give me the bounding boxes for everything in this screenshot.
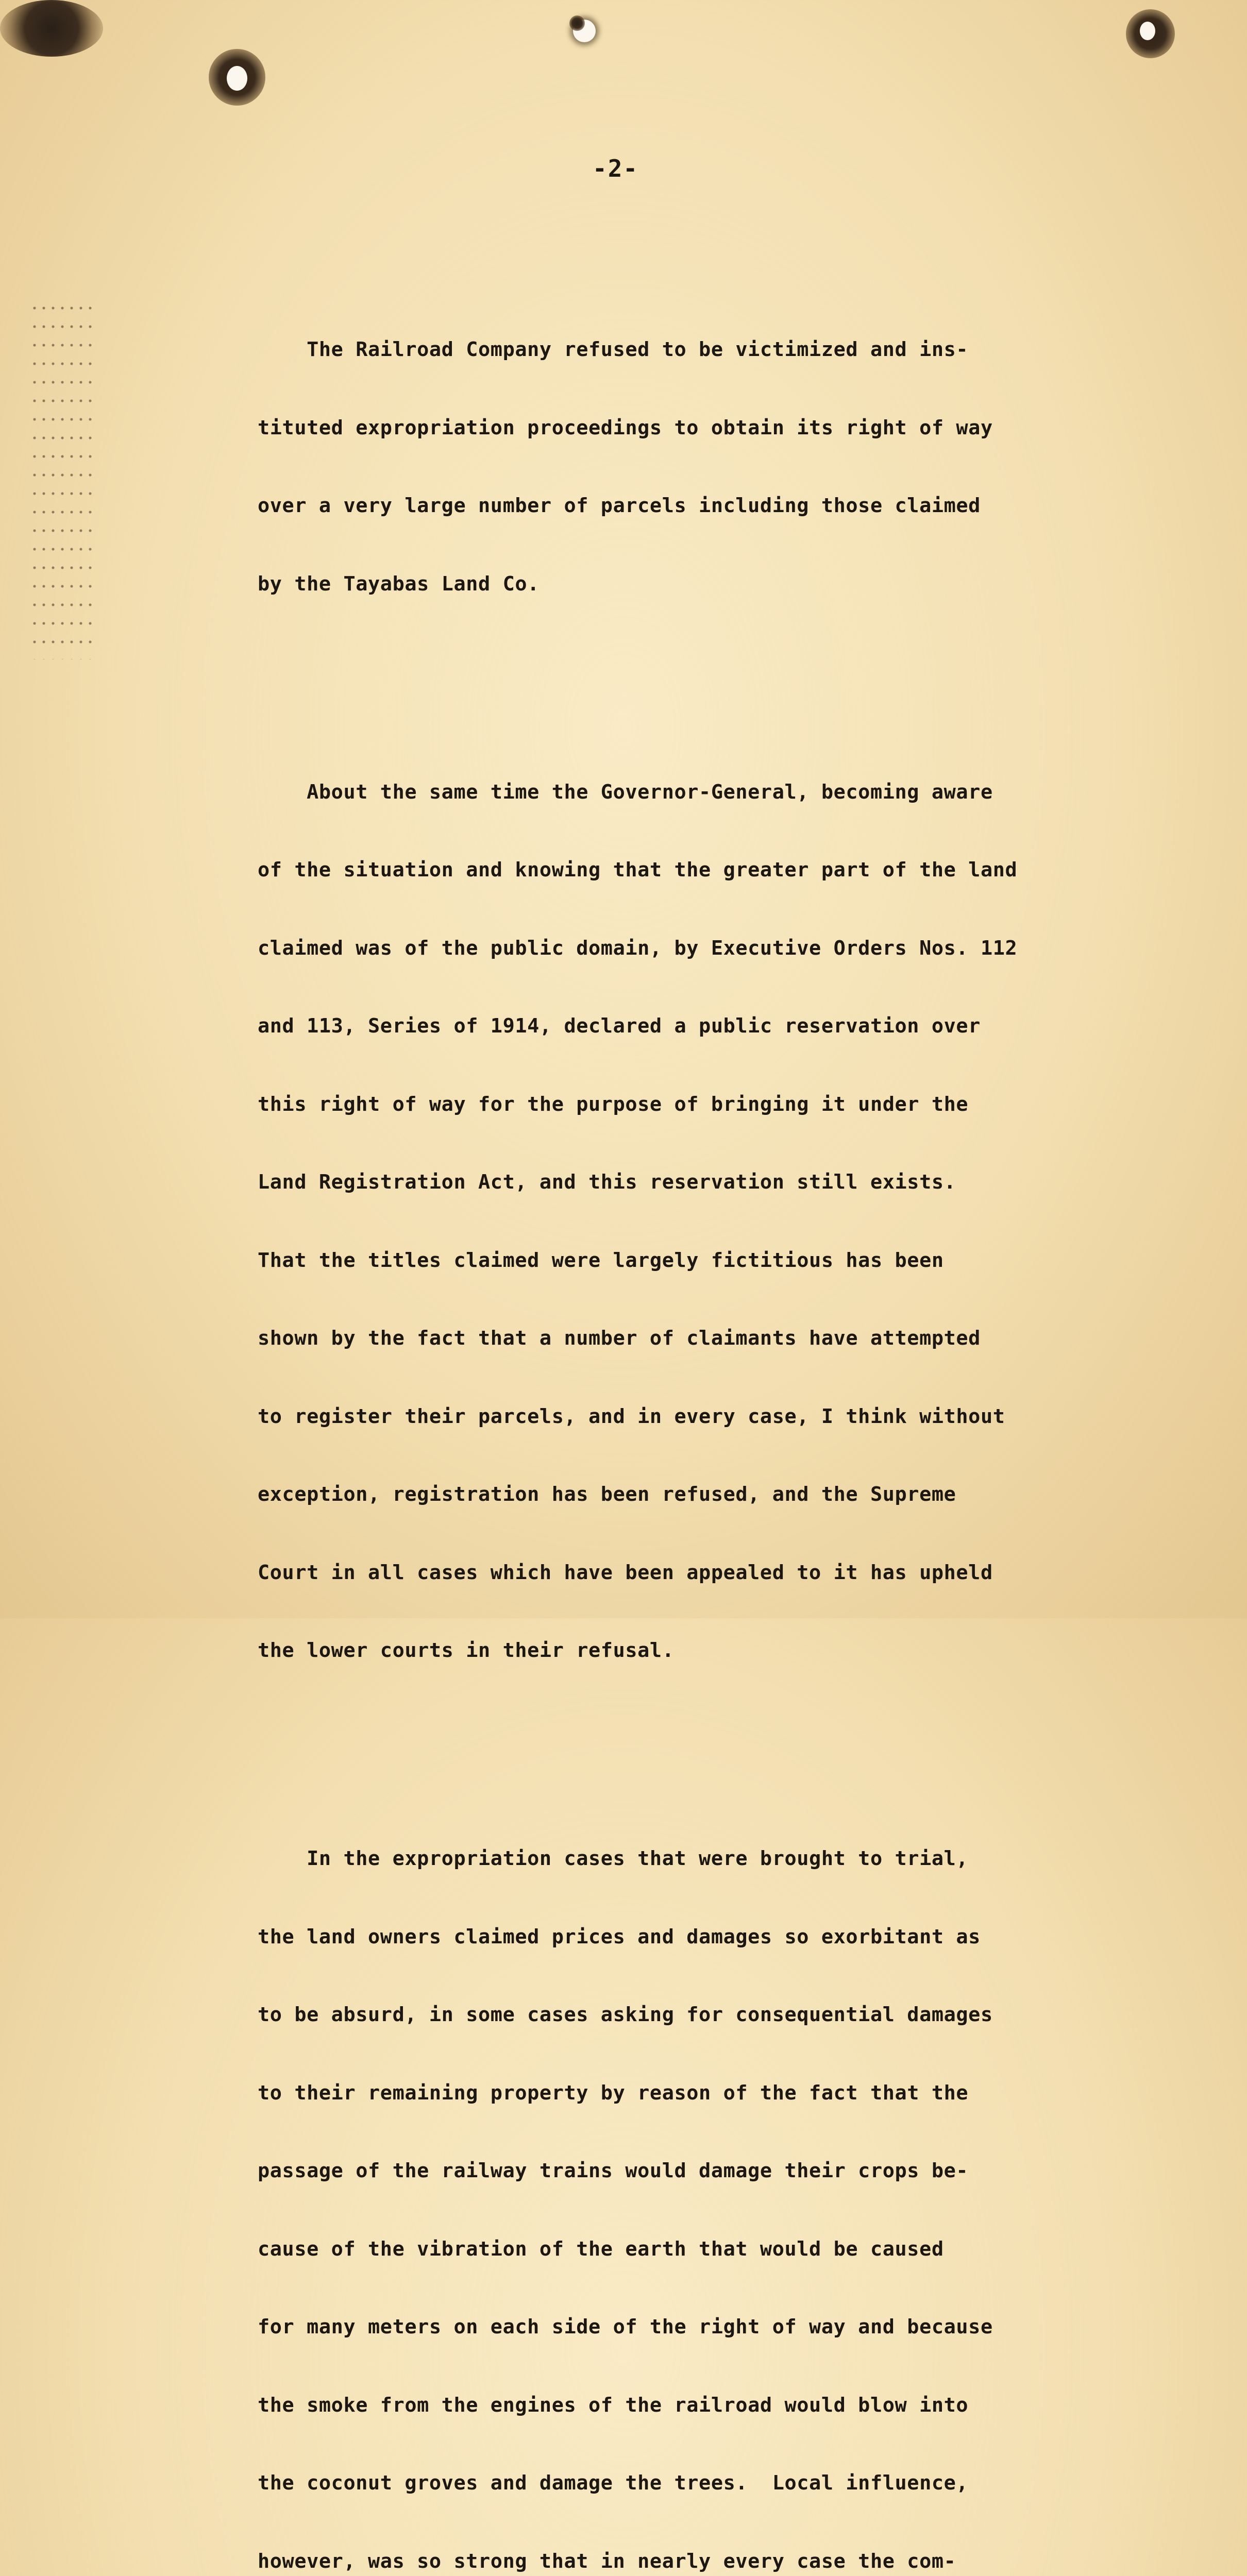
text-line: cause of the vibration of the earth that would be caused [258, 2237, 944, 2261]
text-line: this right of way for the purpose of bringing it under the [258, 1092, 969, 1116]
text-line: tituted expropriation proceedings to obtain its right of way [258, 416, 993, 439]
text-line: Court in all cases which have been appealed to it has upheld [258, 1561, 993, 1584]
text-line: the lower courts in their refusal. [258, 1639, 675, 1662]
text-line: the land owners claimed prices and damages so exorbitant as [258, 1925, 981, 1948]
text-line: to their remaining property by reason of the fact that the [258, 2081, 969, 2105]
paragraph-1 [258, 285, 1092, 649]
text-line: to register their parcels, and in every case, I think without [258, 1404, 1005, 1428]
text-line: the smoke from the engines of the railroad would blow into [258, 2393, 969, 2417]
burn-mark-top-left [0, 0, 103, 57]
punch-hole-right [1140, 22, 1155, 40]
text-line: claimed was of the public domain, by Executive Orders Nos. 112 [258, 936, 1018, 960]
burn-mark-center [569, 15, 585, 31]
text-line: to be absurd, in some cases asking for consequential damages [258, 2003, 993, 2026]
text-line: Land Registration Act, and this reservation still exists. [258, 1171, 956, 1194]
punch-hole-left [227, 66, 247, 91]
text-line: the coconut groves and damage the trees. Local influence, [258, 2471, 969, 2495]
margin-speckles [30, 299, 92, 659]
text-line: In the expropriation cases that were brought to trial, [258, 1847, 969, 1870]
document-body [258, 233, 1092, 2576]
paragraph-2 [258, 727, 1092, 1716]
text-line: for many meters on each side of the right of way and because [258, 2315, 993, 2338]
text-line: however, was so strong that in nearly every case the com- [258, 2549, 956, 2573]
text-line: passage of the railway trains would damage their crops be- [258, 2159, 969, 2182]
text-line: That the titles claimed were largely fictitious has been [258, 1248, 944, 1272]
text-line: of the situation and knowing that the greater part of the land [258, 858, 1018, 882]
text-line: exception, registration has been refused, and the Supreme [258, 1483, 956, 1506]
text-line: shown by the fact that a number of claimants have attempted [258, 1327, 981, 1350]
text-line: About the same time the Governor-General, becoming aware [258, 780, 993, 804]
text-line: by the Tayabas Land Co. [258, 572, 540, 596]
text-line: The Railroad Company refused to be victimized and ins- [258, 338, 969, 361]
paragraph-3 [258, 1794, 1092, 2576]
page-number: -2- [593, 155, 639, 182]
text-line: and 113, Series of 1914, declared a public reservation over [258, 1014, 981, 1038]
text-line: over a very large number of parcels including those claimed [258, 494, 981, 517]
